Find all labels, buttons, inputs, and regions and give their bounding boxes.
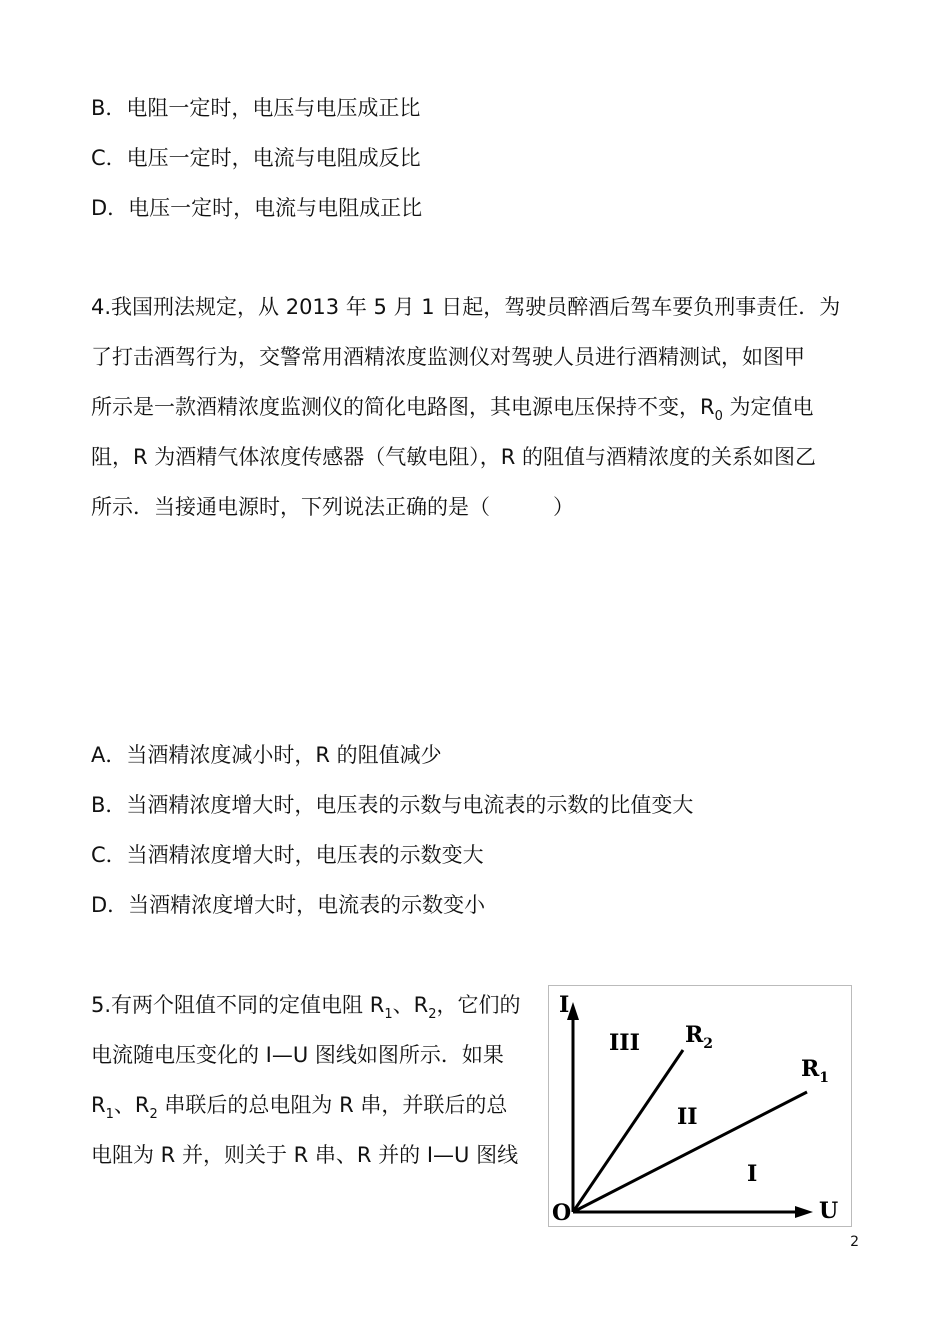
q5-line-1-text-a: 5.有两个阻值不同的定值电阻 R <box>91 993 385 1017</box>
i-u-graph-figure <box>548 985 852 1227</box>
region-iii-label: III <box>609 1030 640 1056</box>
r1-subscript: 1 <box>384 1007 393 1022</box>
q4-stem-line-5: 所示．当接通电源时，下列说法正确的是（ ） <box>91 495 574 519</box>
q3-option-c: C．电压一定时，电流与电阻成反比 <box>91 146 421 170</box>
q4-stem-line-1: 4.我国刑法规定，从 2013 年 5 月 1 日起，驾驶员醉酒后驾车要负刑事责任．为 <box>91 295 841 319</box>
q4-stem-line-2: 了打击酒驾行为，交警常用酒精浓度监测仪对驾驶人员进行酒精测试，如图甲 <box>91 345 805 369</box>
region-i-label: I <box>747 1161 758 1187</box>
r0-subscript: 0 <box>714 409 723 424</box>
r2-line <box>573 1050 683 1212</box>
page-number: 2 <box>850 1234 859 1250</box>
x-axis-arrow <box>795 1206 813 1218</box>
q5-stem-line-3 <box>91 1091 541 1122</box>
r2-subscript: 2 <box>149 1107 158 1122</box>
r1-label-main: R <box>801 1056 820 1082</box>
q4-option-c: C．当酒精浓度增大时，电压表的示数变大 <box>91 843 484 867</box>
q3-option-d: D．电压一定时，电流与电阻成正比 <box>91 196 423 220</box>
q4-stem-line-4: 阻，R 为酒精气体浓度传感器（气敏电阻），R 的阻值与酒精浓度的关系如图乙 <box>91 445 817 469</box>
q3-option-b: B．电阻一定时，电压与电压成正比 <box>91 96 421 120</box>
q4-stem-line-3 <box>91 393 814 424</box>
y-axis-label: I <box>559 992 570 1018</box>
r1-subscript: 1 <box>105 1107 114 1122</box>
q5-line-3-text-a: R <box>91 1093 106 1117</box>
origin-label: O <box>552 1200 572 1226</box>
q5-stem-line-4: 电阻为 R 并，则关于 R 串、R 并的 I—U 图线 <box>91 1143 519 1167</box>
q4-line-3-text-b: 为定值电 <box>722 395 814 419</box>
q4-line-3-text-a: 所示是一款酒精浓度监测仪的简化电路图，其电源电压保持不变，R <box>91 395 715 419</box>
q5-stem-line-1 <box>91 991 541 1022</box>
r2-label-main: R <box>685 1022 704 1048</box>
x-axis-label: U <box>819 1198 839 1224</box>
q4-option-b: B．当酒精浓度增大时，电压表的示数与电流表的示数的比值变大 <box>91 793 694 817</box>
q5-line-3-text-c: 串联后的总电阻为 R 串，并联后的总 <box>157 1093 508 1117</box>
r1-label <box>801 1058 829 1085</box>
r2-label-sub: 2 <box>703 1036 714 1052</box>
r2-label <box>685 1024 713 1051</box>
q5-line-3-text-b: 、R <box>113 1093 150 1117</box>
r1-label-sub: 1 <box>819 1070 830 1086</box>
region-ii-label: II <box>677 1104 698 1130</box>
q4-option-a: A．当酒精浓度减小时，R 的阻值减少 <box>91 743 442 767</box>
q5-stem-line-2: 电流随电压变化的 I—U 图线如图所示．如果 <box>91 1043 504 1067</box>
q5-line-1-text-c: ，它们的 <box>436 993 521 1017</box>
r2-subscript: 2 <box>428 1007 437 1022</box>
q4-option-d: D．当酒精浓度增大时，电流表的示数变小 <box>91 893 486 917</box>
q5-line-1-text-b: 、R <box>392 993 429 1017</box>
